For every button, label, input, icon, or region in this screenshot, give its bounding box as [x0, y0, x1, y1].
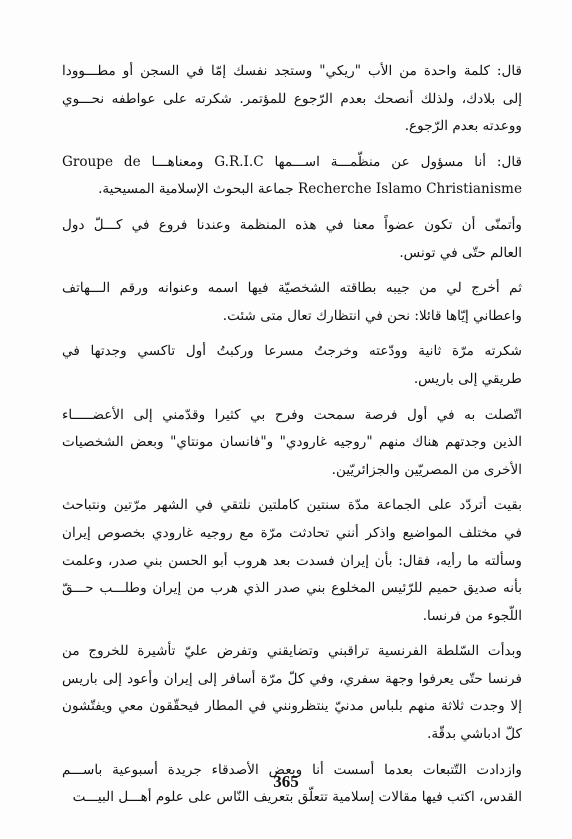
paragraph	[62, 492, 522, 630]
text-line: القدس، اكتب فيها مقالات إسلامية تتعلّق بتعريف النّاس على علوم أهـــل البيـــت	[72, 789, 522, 806]
text-line: وأتمنّى أن تكون عضواً معنا في هذه المنظمة وعندنا فروع في كـــلّ دول	[62, 216, 522, 233]
text-line: طريقي إلى باريس.	[413, 370, 522, 387]
text-line: اللّجوء من فرنسا.	[422, 607, 522, 624]
text-line: في مختلف المواضيع واذكر أنني تحادثت مرّة مع روجيه غارودي بخصوص إيران	[62, 524, 522, 541]
text-line: Recherche Islamo Christianisme جماعة البحوث الإسلامية المسيحية.	[98, 181, 522, 198]
text-line: وبدأت السّلطة الفرنسية تراقبني وتضايقني وتفرض عليّ تأشيرة للخروج من	[62, 643, 522, 660]
text-line: فرنسا حتّى يعرفوا وجهة سفري، وفي كلّ مرّة أسافر إلى إيران وأعود إلى باريس	[62, 670, 522, 687]
text-line: بقيت أتردّد على الجماعة مدّة سنتين كاملتين نلتقي في الشهر مرّتين ونتباحث	[62, 497, 522, 514]
text-line: وسألته ما رأيه، فقال: بأن إيران فسدت بعد هروب أبو الحسن بني صدر، وعلمت	[62, 552, 522, 569]
text-line: ووعدته بعدم الرّجوع.	[404, 118, 522, 135]
body-text	[62, 58, 522, 820]
text-line: وازدادت التّتبعات بعدما أسست أنا وبعض الأصدقاء جريدة أسبوعية باســـم	[62, 761, 522, 778]
text-line: إلا وجدت ثلاثة منهم بلباس مدنيّ ينتظرونني في المطار فيحقّقون معي ويفتّشون	[62, 698, 522, 715]
paragraph	[62, 275, 522, 330]
text-line: إلى بلادك، ولذلك أنصحك بعدم الرّجوع للمؤتمر. شكرته على عواطفه نحـــوي	[62, 90, 522, 107]
paragraph	[62, 58, 522, 141]
paragraph	[62, 149, 522, 204]
text-line: كلّ ادباشي بدقّة.	[427, 726, 522, 743]
paragraph	[62, 338, 522, 393]
paragraph	[62, 212, 522, 267]
text-line: شكرته مرّة ثانية وودّعته وخرجتُ مسرعا وركبتُ أول تاكسي وجدتها في	[62, 343, 522, 360]
page-number: 365	[273, 772, 299, 791]
text-line: ثم أخرج لي من جيبه بطاقته الشخصيّة فيها اسمه وعنوانه ورقم الـــهاتف	[62, 280, 522, 297]
paragraph	[62, 402, 522, 485]
text-line: العالم حتّى في تونس.	[399, 244, 522, 261]
text-line: قال: كلمة واحدة من الأب "ريكي" وستجد نفسك إمّا في السجن أو مطـــوودا	[62, 63, 522, 79]
text-line: اتّصلت به في أول فرصة سمحت وفرح بي كثيرا وقدّمني إلى الأعضـــــاء	[62, 406, 522, 423]
paragraph	[62, 638, 522, 748]
text-line: بأنه صديق حميم للرّئيس المخلوع بني صدر الذي هرب من إيران وطلـــب حـــقّ	[62, 580, 522, 597]
text-line: الأخرى من المصريّين والجزائريّين.	[331, 461, 522, 478]
text-line: الذين وجدتهم هناك منهم "روجيه غارودي" و"فانسان مونتاي" وبعض الشخصيات	[62, 434, 522, 451]
text-line: قال: أنا مسؤول عن منظّمـــة اســـمها G.R.I.C ومعناهـــا Groupe de	[62, 153, 522, 170]
text-line: واعطاني إيّاها قائلا: نحن في انتظارك تعال متى شئت.	[222, 307, 522, 324]
